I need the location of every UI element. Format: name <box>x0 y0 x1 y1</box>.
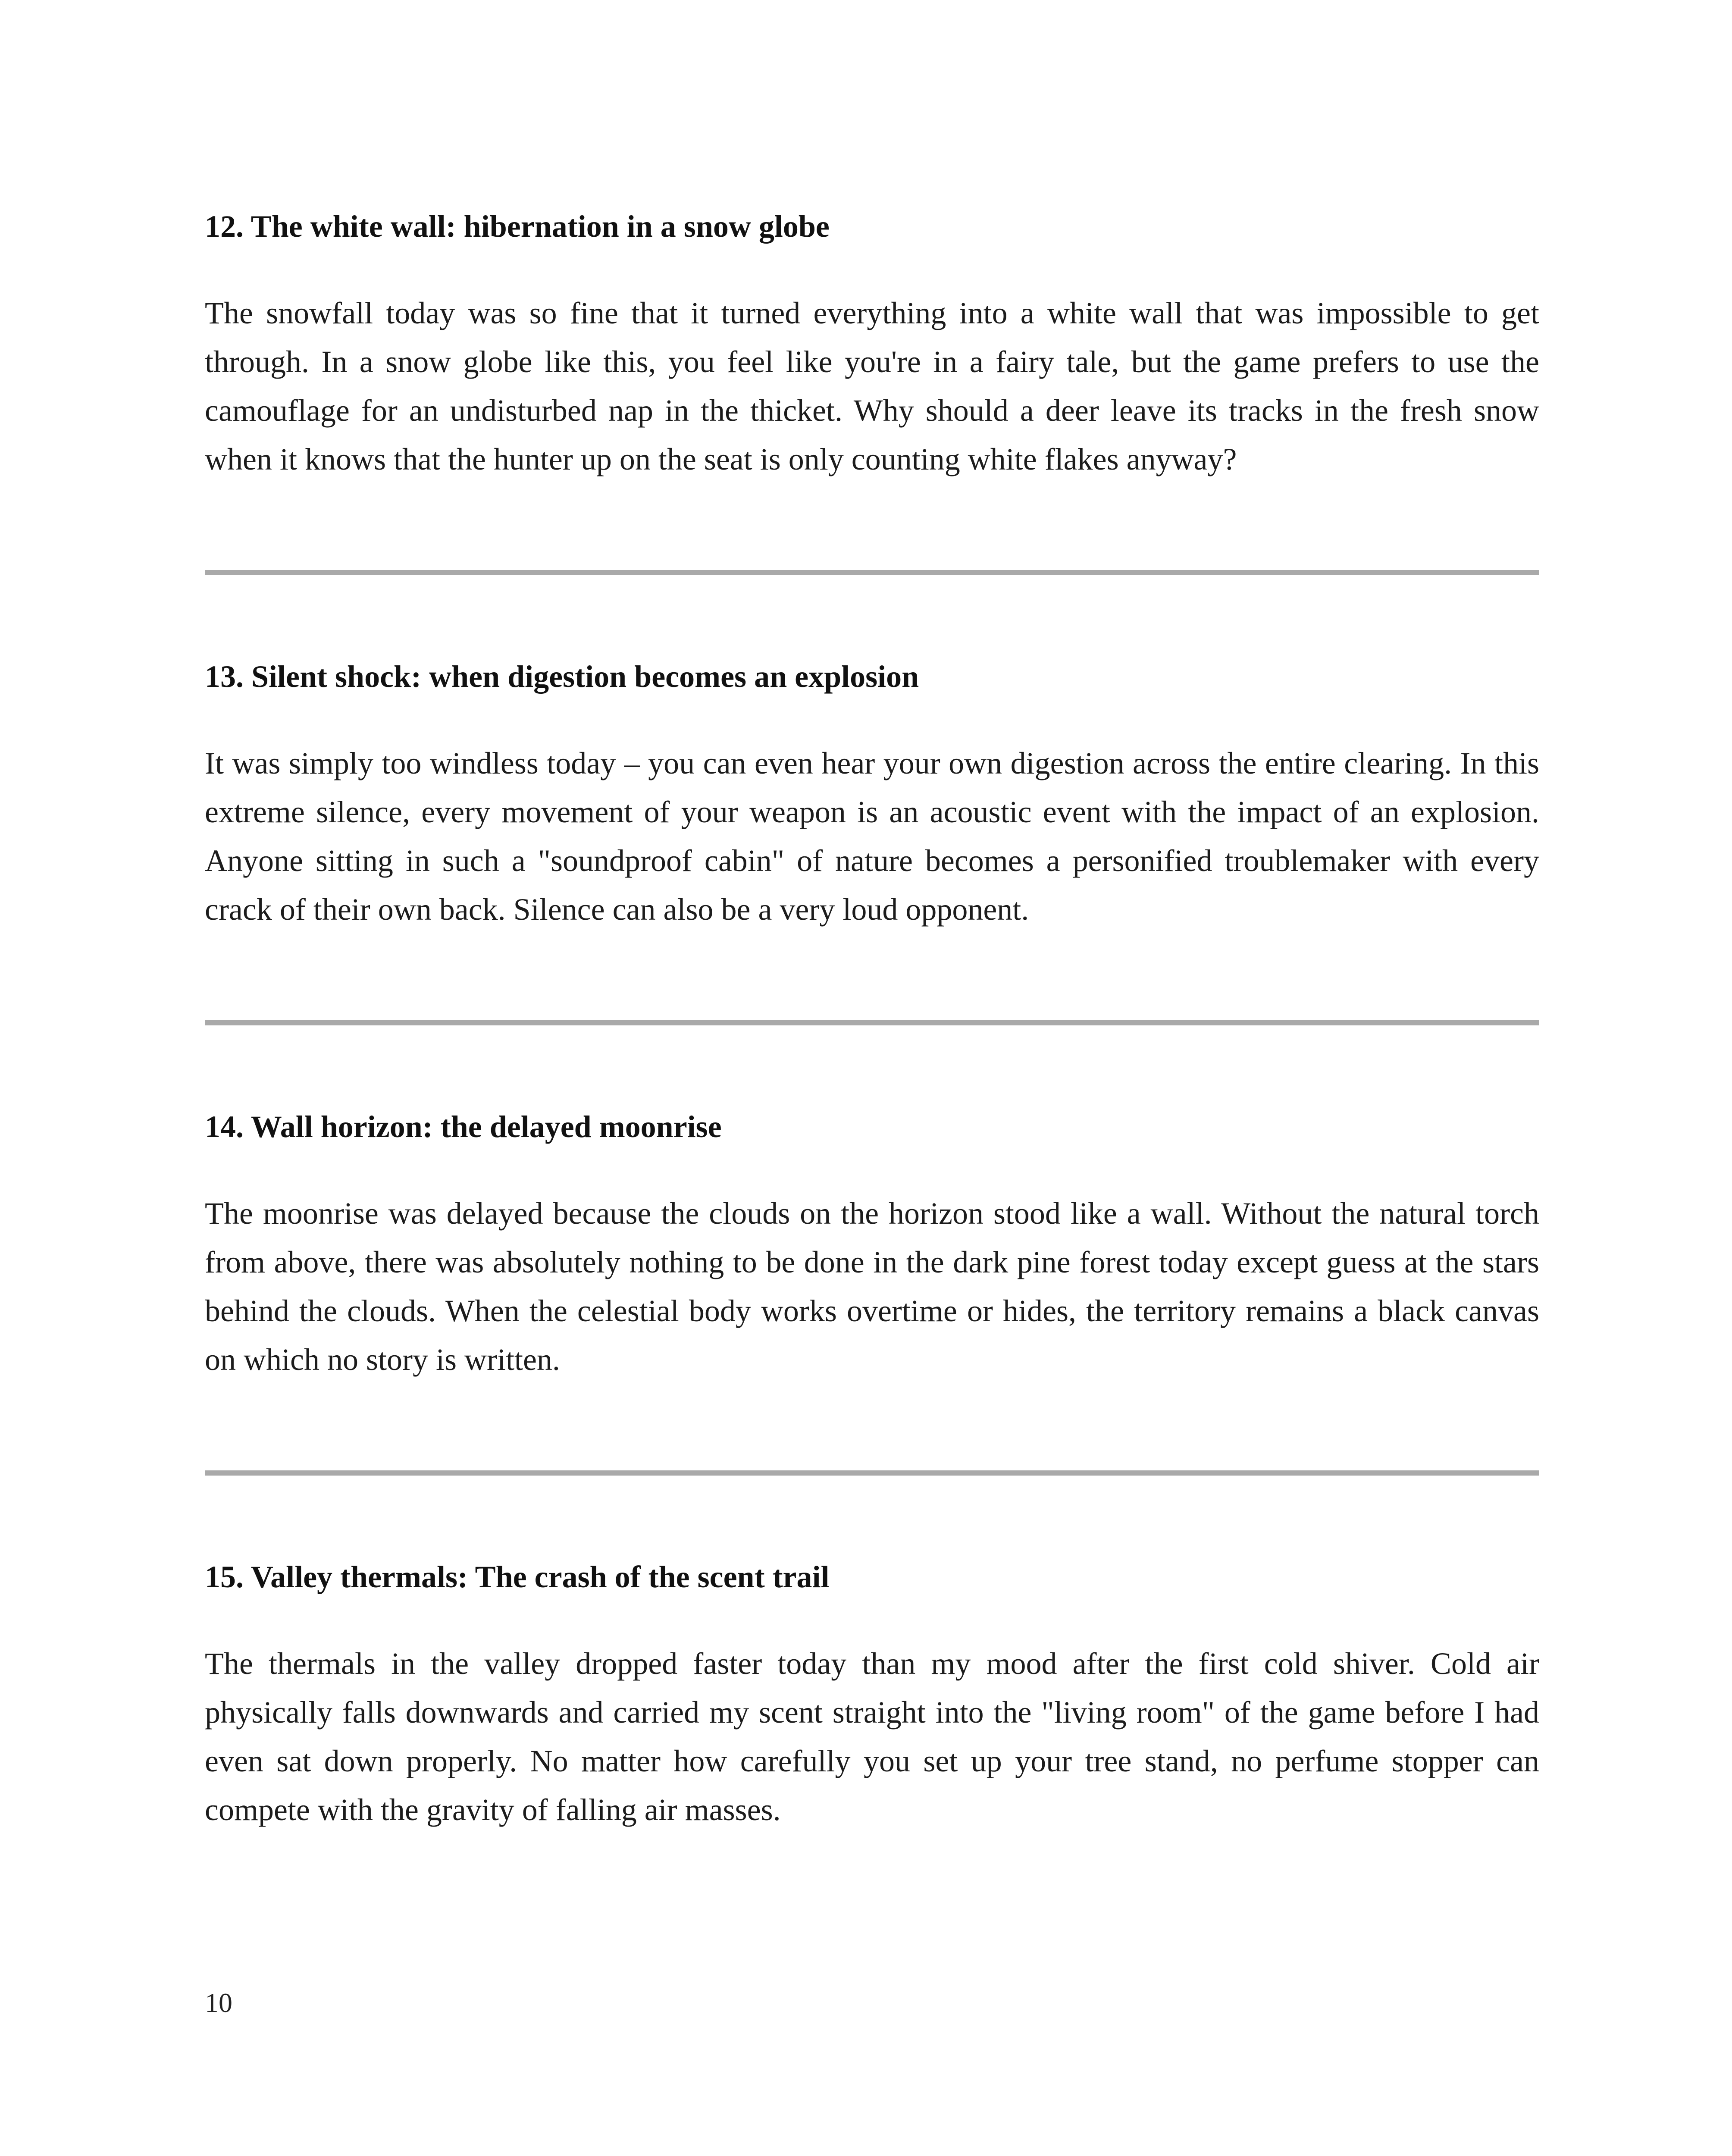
section-divider <box>205 1470 1539 1476</box>
section-divider <box>205 570 1539 575</box>
section-body: The snowfall today was so fine that it turned everything into a white wall that was impossible to get through. In a snow globe like this, you feel like you're in a fairy tale, but the game prefers to use the camouflage for an undisturbed nap in the thicket. Why should a deer leave its tracks in the fresh snow when it knows that the hunter up on the seat is only counting white flakes anyway? <box>205 296 1539 476</box>
section-15 <box>205 1553 1539 1834</box>
section-body: The thermals in the valley dropped faster today than my mood after the first cold shiver. Cold air physically falls downwards and carried my scent straight into the "living room" of the game before I had even sat down properly. No matter how carefully you set up your tree stand, no perfume stopper can compete with the gravity of falling air masses. <box>205 1646 1539 1827</box>
section-title: 15. Valley thermals: The crash of the scent trail <box>205 1560 830 1594</box>
section-body: The moonrise was delayed because the clouds on the horizon stood like a wall. Without the natural torch from above, there was absolutely nothing to be done in the dark pine forest today except guess at the stars behind the clouds. When the celestial body works overtime or hides, the territory remains a black canvas on which no story is written. <box>205 1196 1539 1377</box>
section-14 <box>205 1103 1539 1384</box>
page-content <box>205 203 1539 1834</box>
section-12 <box>205 203 1539 484</box>
page-number: 10 <box>205 1987 232 2018</box>
section-13 <box>205 653 1539 934</box>
section-divider <box>205 1020 1539 1025</box>
section-title: 12. The white wall: hibernation in a snow globe <box>205 209 830 244</box>
section-title: 14. Wall horizon: the delayed moonrise <box>205 1109 722 1144</box>
section-body: It was simply too windless today – you can even hear your own digestion across the entire clearing. In this extreme silence, every movement of your weapon is an acoustic event with the impact of an explosion. Anyone sitting in such a "soundproof cabin" of nature becomes a personified troublemaker with every crack of their own back. Silence can also be a very loud opponent. <box>205 746 1539 927</box>
section-title: 13. Silent shock: when digestion becomes an explosion <box>205 659 919 694</box>
